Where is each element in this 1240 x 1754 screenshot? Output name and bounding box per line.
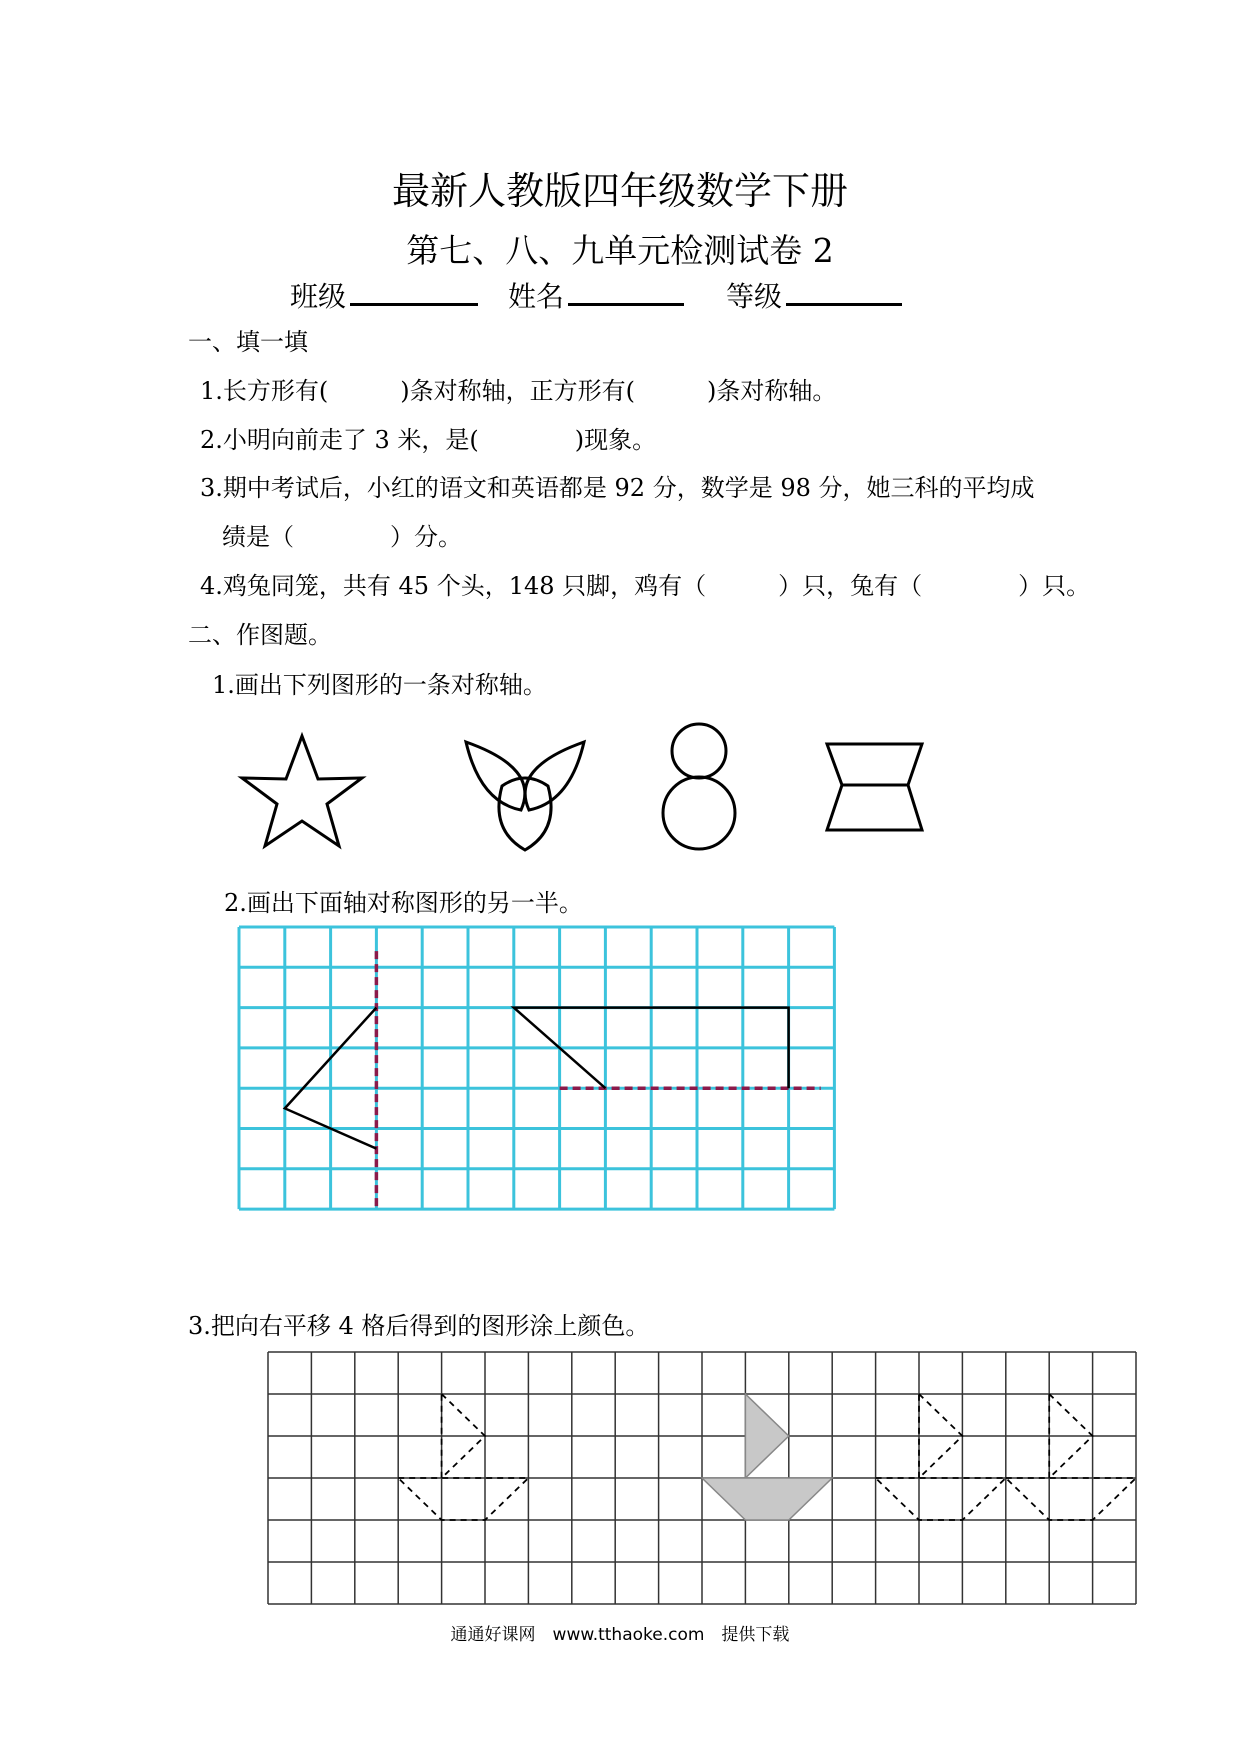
boat-hull: [876, 1478, 1006, 1520]
grade-field: [726, 275, 902, 315]
figure-eight-shape[interactable]: [663, 724, 735, 849]
question-2-2: 2.画出下面轴对称图形的另一半。: [224, 889, 583, 917]
name-field: [508, 275, 684, 315]
question-2-3: 3.把向右平移 4 格后得到的图形涂上颜色。: [188, 1312, 650, 1340]
question-1-4: 4.鸡兔同笼，共有 45 个头，148 只脚，鸡有（ ）只，兔有（ ）只。: [200, 572, 1091, 600]
footer: 通通好课网 www.tthaoke.com 提供下载: [450, 1625, 790, 1645]
question-1-3-line2: 绩是（ ）分。: [222, 523, 462, 551]
section1-heading: 一、填一填: [188, 328, 308, 356]
question-1-2: 2.小明向前走了 3 米，是( )现象。: [200, 426, 657, 454]
boat-hull: [1006, 1478, 1136, 1520]
trefoil-shape[interactable]: [466, 742, 584, 850]
class-field: [290, 275, 478, 315]
name-label: 姓名: [508, 280, 565, 313]
page-subtitle: 第七、八、九单元检测试卷 2: [406, 231, 834, 270]
question-2-1: 1.画出下列图形的一条对称轴。: [212, 671, 547, 699]
boat-option-2: [876, 1394, 1006, 1520]
class-blank[interactable]: [350, 277, 478, 306]
symmetry-shapes: [0, 720, 1240, 860]
name-blank[interactable]: [568, 277, 684, 306]
boat-sail: [745, 1394, 788, 1478]
section2-heading: 二、作图题。: [188, 621, 332, 649]
symmetry-grid[interactable]: [237, 925, 837, 1225]
page-title: 最新人教版四年级数学下册: [391, 169, 848, 213]
boat-option-1: [398, 1394, 528, 1520]
question-1-3-line1: 3.期中考试后，小红的语文和英语都是 92 分，数学是 98 分，她三科的平均成: [200, 474, 1035, 502]
boat-hull: [398, 1478, 528, 1520]
translation-grid[interactable]: [266, 1350, 1146, 1610]
question-1-1: 1.长方形有( )条对称轴，正方形有( )条对称轴。: [200, 377, 837, 405]
star-shape[interactable]: [242, 736, 362, 846]
class-label: 班级: [290, 280, 347, 313]
boat-hull: [702, 1478, 832, 1520]
boat-original: [702, 1394, 832, 1520]
grade-label: 等级: [726, 280, 783, 313]
boat-option-3: [1006, 1394, 1136, 1520]
grade-blank[interactable]: [786, 277, 902, 306]
hourglass-shape[interactable]: [827, 744, 922, 830]
